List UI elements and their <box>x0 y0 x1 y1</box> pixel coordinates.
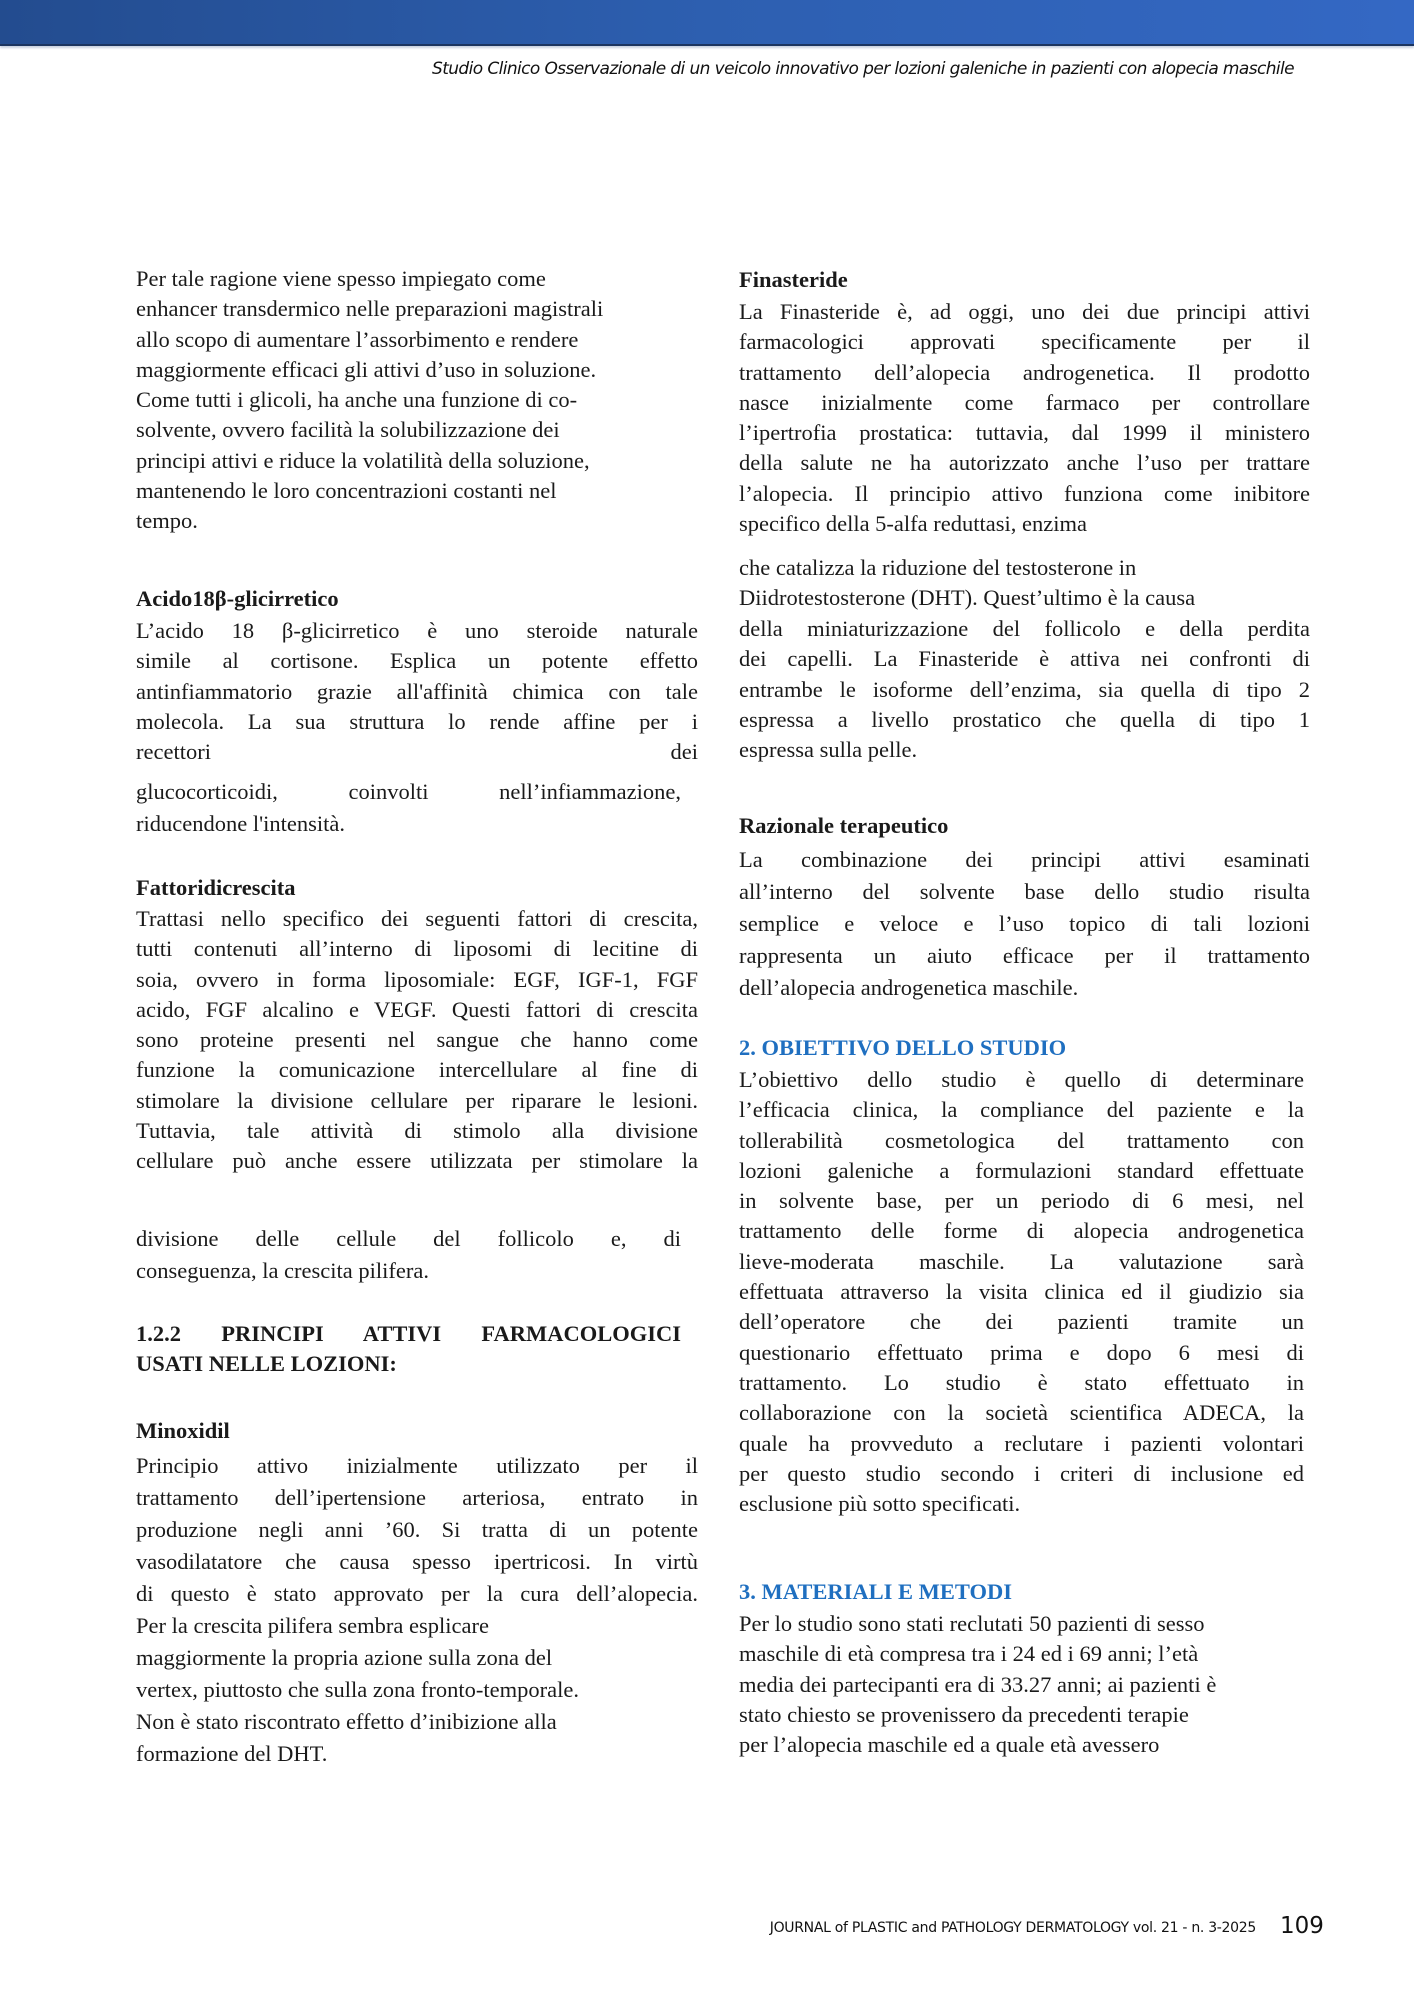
text-line: 1.2.2 PRINCIPI ATTIVI FARMACOLOGICI <box>136 1321 681 1346</box>
paragraph-finasteride <box>739 297 1310 539</box>
text-line: L’obiettivo dello studio è quello di determinare <box>739 1067 1304 1092</box>
text-line: l’alopecia. Il principio attivo funziona come inibitore <box>739 480 1310 506</box>
text-line: tutti contenuti all’interno di liposomi di lecitine di <box>136 936 698 962</box>
paragraph-acido-cont <box>136 776 681 840</box>
text-line: per questo studio secondo i criteri di inclusione ed <box>739 1460 1304 1486</box>
paragraph-obiettivo <box>739 1065 1304 1519</box>
text-line: L’acido 18 β-glicirretico è uno steroide naturale <box>136 618 698 643</box>
text-line: specifico della 5-alfa reduttasi, enzima <box>739 511 1087 537</box>
text-line: trattamento dell’ipertensione arteriosa, entrato in <box>136 1485 698 1510</box>
paragraph-finasteride-cont <box>739 614 1310 765</box>
text-line: molecola. La sua struttura lo rende affine per i <box>136 708 698 734</box>
text-line: Per lo studio sono stati reclutati 50 pazienti di sesso <box>739 1611 1205 1636</box>
heading-finasteride: Finasteride <box>739 267 848 292</box>
text-line: soia, ovvero in forma liposomiale: EGF, IGF-1, FGF <box>136 966 698 992</box>
text-line: recettori dei <box>136 739 698 765</box>
text-line: collaborazione con la società scientifica ADECA, la <box>739 1400 1304 1426</box>
text-line: trattamento. Lo studio è stato effettuato in <box>739 1369 1304 1395</box>
paragraph-acido <box>136 616 698 767</box>
heading-minoxidil: Minoxidil <box>136 1418 230 1443</box>
text-line: Non è stato riscontrato effetto d’inibizione alla <box>136 1709 557 1734</box>
text-line: Per la crescita pilifera sembra esplicare <box>136 1613 489 1638</box>
text-line: dell’alopecia androgenetica maschile. <box>739 975 1079 1000</box>
text-line: di questo è stato approvato per la cura dell’alopecia. <box>136 1581 698 1606</box>
text-line: formazione del DHT. <box>136 1741 328 1766</box>
text-line: conseguenza, la crescita pilifera. <box>136 1258 429 1283</box>
text-line: in solvente base, per un periodo di 6 mesi, nel <box>739 1188 1304 1214</box>
paragraph-dmso-text <box>136 264 698 537</box>
text-line: trattamento delle forme di alopecia androgenetica <box>739 1218 1304 1244</box>
heading-fattori-crescita: Fattoridicrescita <box>136 875 296 900</box>
text-line: acido, FGF alcalino e VEGF. Questi fattori di crescita <box>136 996 698 1022</box>
text-line: esclusione più sotto specificati. <box>739 1491 1021 1517</box>
enzyme-text-b: Diidrotestosterone (DHT). Quest’ultimo è la causa <box>739 585 1196 611</box>
text-line: La combinazione dei principi attivi esaminati <box>739 847 1310 872</box>
text-line: USATI NELLE LOZIONI: <box>136 1351 397 1377</box>
heading-principi-attivi <box>136 1319 681 1380</box>
text-line: all’interno del solvente base dello studio risulta <box>739 879 1310 904</box>
text-line: semplice e veloce e l’uso topico di tali lozioni <box>739 911 1310 936</box>
text-line: entrambe le isoforme dell’enzima, sia quella di tipo 2 <box>739 676 1310 702</box>
text-line: effettuata attraverso la visita clinica ed il giudizio sia <box>739 1279 1304 1305</box>
text-line: simile al cortisone. Esplica un potente effetto <box>136 648 698 674</box>
text-line: riducendone l'intensità. <box>136 811 345 836</box>
text-line: l’efficacia clinica, la compliance del paziente e la <box>739 1097 1304 1123</box>
text-line: l’ipertrofia prostatica: tuttavia, dal 1999 il ministero <box>739 420 1310 446</box>
text-line: per l’alopecia maschile ed a quale età avessero <box>739 1732 1160 1758</box>
text-line: maggiormente efficaci gli attivi d’uso in soluzione. <box>136 356 597 382</box>
heading-razionale: Razionale terapeutico <box>739 813 949 838</box>
text-line: della miniaturizzazione del follicolo e della perdita <box>739 616 1310 641</box>
heading-obiettivo: 2. OBIETTIVO DELLO STUDIO <box>739 1035 1067 1060</box>
text-line: divisione delle cellule del follicolo e, di <box>136 1226 681 1251</box>
text-line: allo scopo di aumentare l’assorbimento e rendere <box>136 326 579 352</box>
text-line: cellulare può anche essere utilizzata per stimolare la <box>136 1148 698 1174</box>
text-line: mantenendo le loro concentrazioni costanti nel <box>136 478 557 504</box>
text-line: vertex, piuttosto che sulla zona fronto-temporale. <box>136 1677 579 1702</box>
text-line: espressa a livello prostatico che quella di tipo 1 <box>739 706 1310 732</box>
text-line: antinfiammatorio grazie all'affinità chimica con tale <box>136 678 698 704</box>
text-line: farmacologici approvati specificamente per il <box>739 329 1310 355</box>
paragraph-fattori-cont <box>136 1223 681 1287</box>
text-line: Come tutti i glicoli, ha anche una funzione di co- <box>136 387 578 413</box>
text-line: espressa sulla pelle. <box>739 737 918 763</box>
text-line: lozioni galeniche a formulazioni standard effettuate <box>739 1157 1304 1183</box>
text-line: principi attivi e riduce la volatilità della soluzione, <box>136 447 590 473</box>
header-bar <box>0 0 1414 46</box>
journal-footer: JOURNAL of PLASTIC and PATHOLOGY DERMATOLOGY vol. 21 - n. 3-2025 <box>769 1920 1256 1936</box>
enzyme-text-a: che catalizza la riduzione del testosterone in <box>739 555 1137 580</box>
text-line: Trattasi nello specifico dei seguenti fattori di crescita, <box>136 906 698 931</box>
text-line: stato chiesto se provenissero da precedenti terapie <box>739 1701 1189 1727</box>
paragraph-minoxidil <box>136 1450 698 1770</box>
paragraph-materiali <box>739 1609 1310 1760</box>
heading-materiali-metodi: 3. MATERIALI E METODI <box>739 1579 1012 1604</box>
text-line: maschile di età compresa tra i 24 ed i 69 anni; l’età <box>739 1641 1199 1667</box>
paragraph-razionale <box>739 844 1310 1004</box>
text-line: La Finasteride è, ad oggi, uno dei due principi attivi <box>739 299 1310 324</box>
heading-acido-glicirretico: Acido18β-glicirretico <box>136 586 339 611</box>
text-line: Tuttavia, tale attività di stimolo alla divisione <box>136 1118 698 1144</box>
text-line: tempo. <box>136 508 198 534</box>
text-line: solvente, ovvero facilità la solubilizzazione dei <box>136 417 560 443</box>
enzyme-text-lines <box>739 553 1310 613</box>
text-line: produzione negli anni ’60. Si tratta di un potente <box>136 1517 698 1542</box>
text-line: nasce inizialmente come farmaco per controllare <box>739 389 1310 415</box>
text-line: rappresenta un aiuto efficace per il trattamento <box>739 943 1310 968</box>
text-line: vasodilatatore che causa spesso ipertricosi. In virtù <box>136 1549 698 1574</box>
text-line: dell’operatore che dei pazienti tramite un <box>739 1309 1304 1335</box>
text-line: stimolare la divisione cellulare per riparare le lesioni. <box>136 1087 698 1113</box>
text-line: sono proteine presenti nel sangue che hanno come <box>136 1027 698 1053</box>
text-line: Per tale ragione viene spesso impiegato come <box>136 266 546 291</box>
text-line: maggiormente la propria azione sulla zona del <box>136 1645 553 1670</box>
text-line: lieve-moderata maschile. La valutazione sarà <box>739 1248 1304 1274</box>
text-line: enhancer transdermico nelle preparazioni magistrali <box>136 296 604 322</box>
text-line: media dei partecipanti era di 33.27 anni; ai pazienti è <box>739 1671 1217 1697</box>
paragraph-fattori <box>136 904 698 1177</box>
text-line: questionario effettuato prima e dopo 6 mesi di <box>739 1339 1304 1365</box>
text-line: funzione la comunicazione intercellulare al fine di <box>136 1057 698 1083</box>
text-line: quale ha provveduto a reclutare i pazienti volontari <box>739 1430 1304 1456</box>
text-line: tollerabilità cosmetologica del trattamento con <box>739 1127 1304 1153</box>
text-line: glucocorticoidi, coinvolti nell’infiammazione, <box>136 779 681 804</box>
running-title: Studio Clinico Osservazionale di un veicolo innovativo per lozioni galeniche in pazienti con alopecia maschile <box>432 59 1294 79</box>
text-line: Principio attivo inizialmente utilizzato per il <box>136 1453 698 1478</box>
page-number: 109 <box>1280 1913 1324 1939</box>
text-line: trattamento dell’alopecia androgenetica. Il prodotto <box>739 359 1310 385</box>
text-line: della salute ne ha autorizzato anche l’uso per trattare <box>739 450 1310 476</box>
text-line: dei capelli. La Finasteride è attiva nei confronti di <box>739 646 1310 672</box>
